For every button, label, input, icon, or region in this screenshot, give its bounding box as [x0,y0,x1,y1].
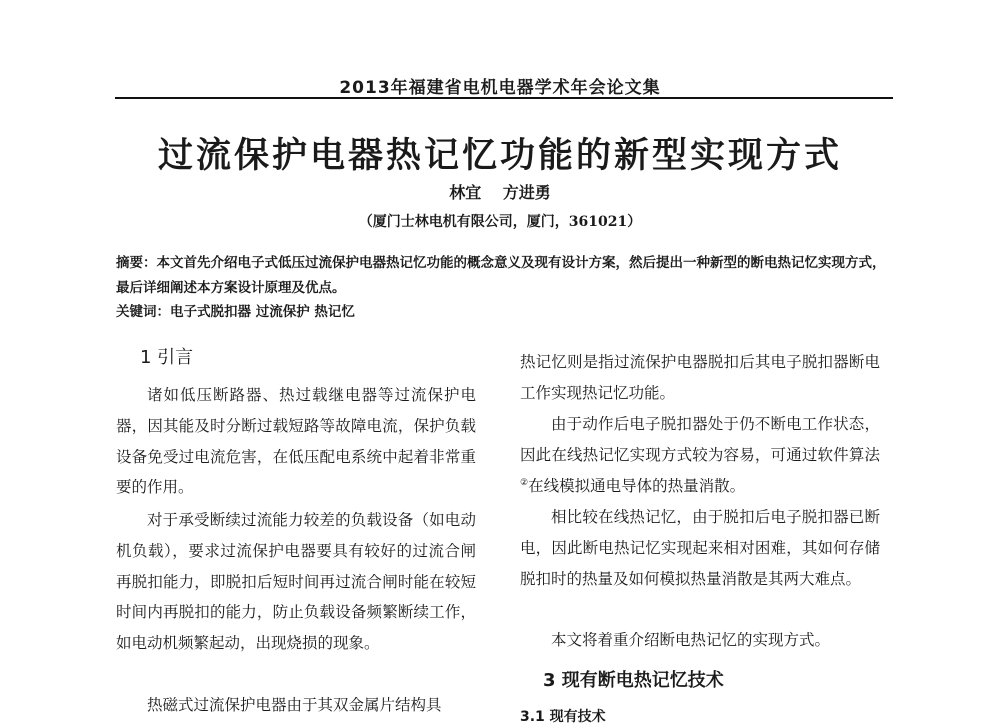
right-paragraph-1-a: 由于动作后电子脱扣器处于仍不断电工作状态，因此在线热记忆实现方式较为容易，可通过软件算法 [520,415,880,464]
keywords-text: 电子式脱扣器 过流保护 热记忆 [170,304,355,320]
abstract-text: 本文首先介绍电子式低压过流保护电器热记忆功能的概念意义及现有设计方案，然后提出一种新型的断电热记忆实现方式，最后详细阐述本方案设计原理及优点。 [116,255,886,296]
left-paragraph-3: 热磁式过流保护电器由于其双金属片结构具 [147,696,442,714]
running-head: 2013年福建省电机电器学术年会论文集 [339,78,661,98]
abstract-label: 摘要： [116,255,157,271]
paper-affiliation: （厦门士林电机有限公司，厦门，361021） [358,214,642,230]
left-paragraph-2: 对于承受断续过流能力较差的负载设备（如电动机负载），要求过流保护电器要具有较好的过流合闸再脱扣能力，即脱扣后短时间再过流合闸时能在较短时间内再脱扣的能力，防止负载设备频繁断续工作，如电动机频繁起动，出现烧损的现象。 [116,511,476,653]
keywords-label: 关键词： [116,304,170,320]
right-paragraph-2: 相比较在线热记忆，由于脱扣后电子脱扣器已断电，因此断电热记忆实现起来相对困难，其如何存储脱扣时的热量及如何模拟热量消散是其两大难点。 [520,508,880,588]
section-heading-intro: 1 引言 [140,347,194,368]
right-paragraph-0: 热记忆则是指过流保护电器脱扣后其电子脱扣器断电工作实现热记忆功能。 [520,353,880,402]
section-heading-existing-tech: 3 现有断电热记忆技术 [543,670,724,691]
abstract [116,251,894,301]
subsection-heading-3-1: 3.1 现有技术 [520,709,606,725]
right-paragraph-3: 本文将着重介绍断电热记忆的实现方式。 [551,631,831,649]
right-paragraph-1-b: 在线模拟通电导体的热量消散。 [528,476,746,495]
left-paragraph-1: 诸如低压断路器、热过载继电器等过流保护电器，因其能及时分断过载短路等故障电流，保护负载设备免受过电流危害，在低压配电系统中起着非常重要的作用。 [116,386,476,497]
paper-title: 过流保护电器热记忆功能的新型实现方式 [157,136,842,176]
header-rule [115,97,893,99]
right-paragraph-1 [520,409,880,501]
keywords [116,302,894,322]
paper-authors: 林宜 方进勇 [449,183,551,202]
citation-marker: ② [520,477,529,488]
